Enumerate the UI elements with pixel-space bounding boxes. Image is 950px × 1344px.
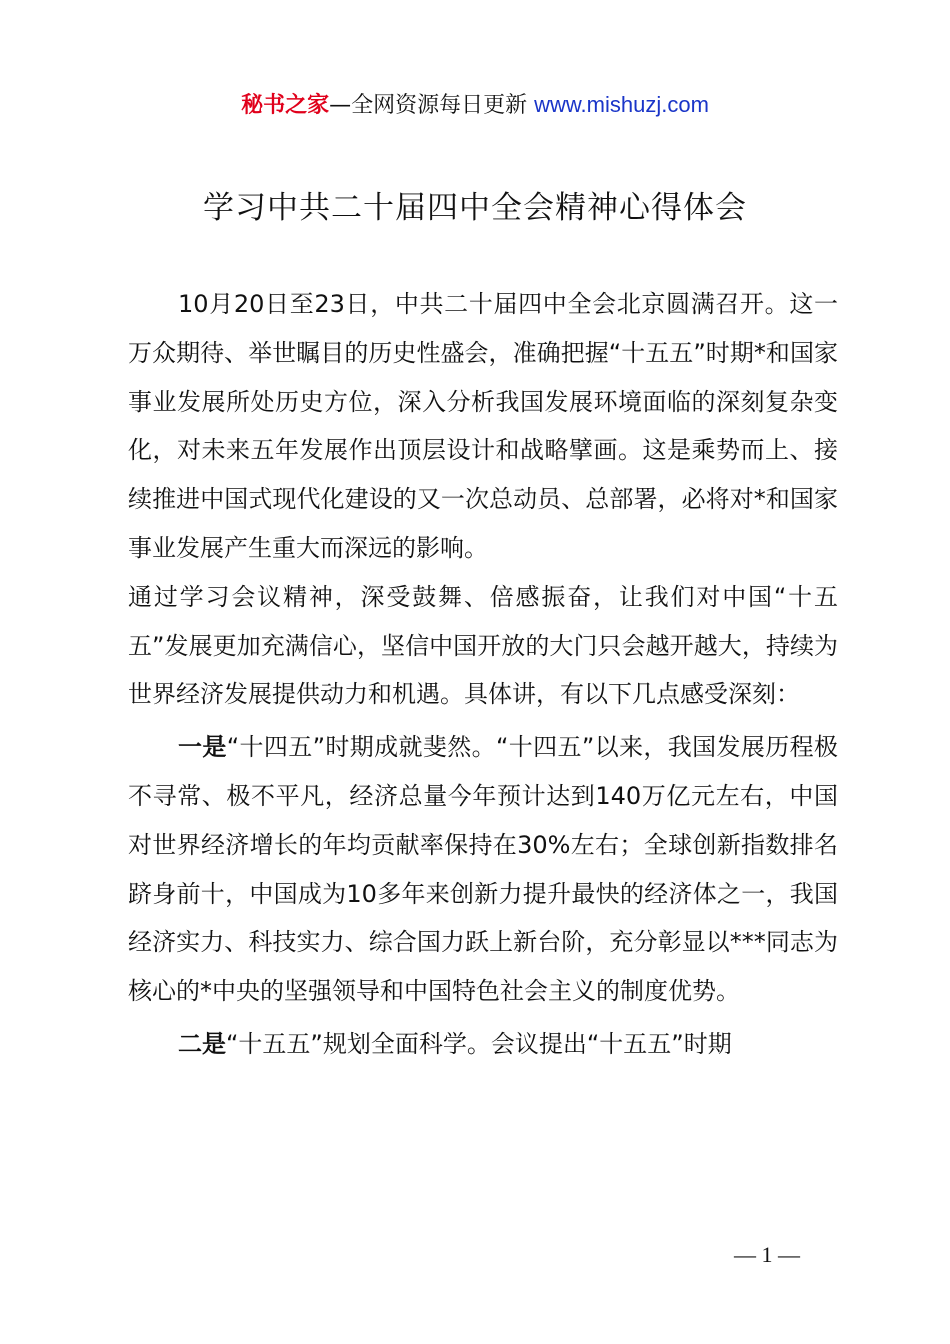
document-title: 学习中共二十届四中全会精神心得体会 <box>203 190 747 226</box>
document-body <box>128 280 838 1069</box>
paragraph-point-two <box>128 1020 838 1069</box>
paragraph-text: 通过学习会议精神，深受鼓舞、倍感振奋，让我们对中国“十五五”发展更加充满信心，坚信中国开放的大门只会越开越大，持续为世界经济发展提供动力和机遇。具体讲，有以下几点感受深刻： <box>128 582 838 709</box>
paragraph-lead: 一是 <box>178 733 227 762</box>
header-tagline: —全网资源每日更新 <box>329 93 528 118</box>
paragraph-text: “十四五”时期成就斐然。“十四五”以来，我国发展历程极不寻常、极不平凡，经济总量今年预计达到140万亿元左右，中国对世界经济增长的年均贡献率保持在30%左右；全球创新指数排名跻身前十，中国成为10多年来创新力提升最快的经济体之一，我国经济实力、科技实力、综合国力跃上新台阶，充分彰显以***同志为核心的*中央的坚强领导和中国特色社会主义的制度优势。 <box>128 733 838 1006</box>
paragraph-point-one <box>128 723 838 1016</box>
paragraph-lead: 二是 <box>178 1029 226 1058</box>
site-url-link[interactable]: www.mishuzj.com <box>534 92 709 117</box>
paragraph-feelings <box>128 573 838 719</box>
site-header <box>0 88 950 123</box>
paragraph-text: “十五五”规划全面科学。会议提出“十五五”时期 <box>226 1029 732 1058</box>
page-number: — 1 — <box>734 1242 800 1267</box>
brand-name: 秘书之家 <box>241 93 330 118</box>
paragraph-intro <box>128 280 838 573</box>
paragraph-text: 10月20日至23日，中共二十届四中全会北京圆满召开。这一万众期待、举世瞩目的历史性盛会，准确把握“十五五”时期*和国家事业发展所处历史方位，深入分析我国发展环境面临的深刻复杂变化，对未来五年发展作出顶层设计和战略擘画。这是乘势而上、接续推进中国式现代化建设的又一次总动员、总部署，必将对*和国家事业发展产生重大而深远的影响。 <box>128 290 838 562</box>
